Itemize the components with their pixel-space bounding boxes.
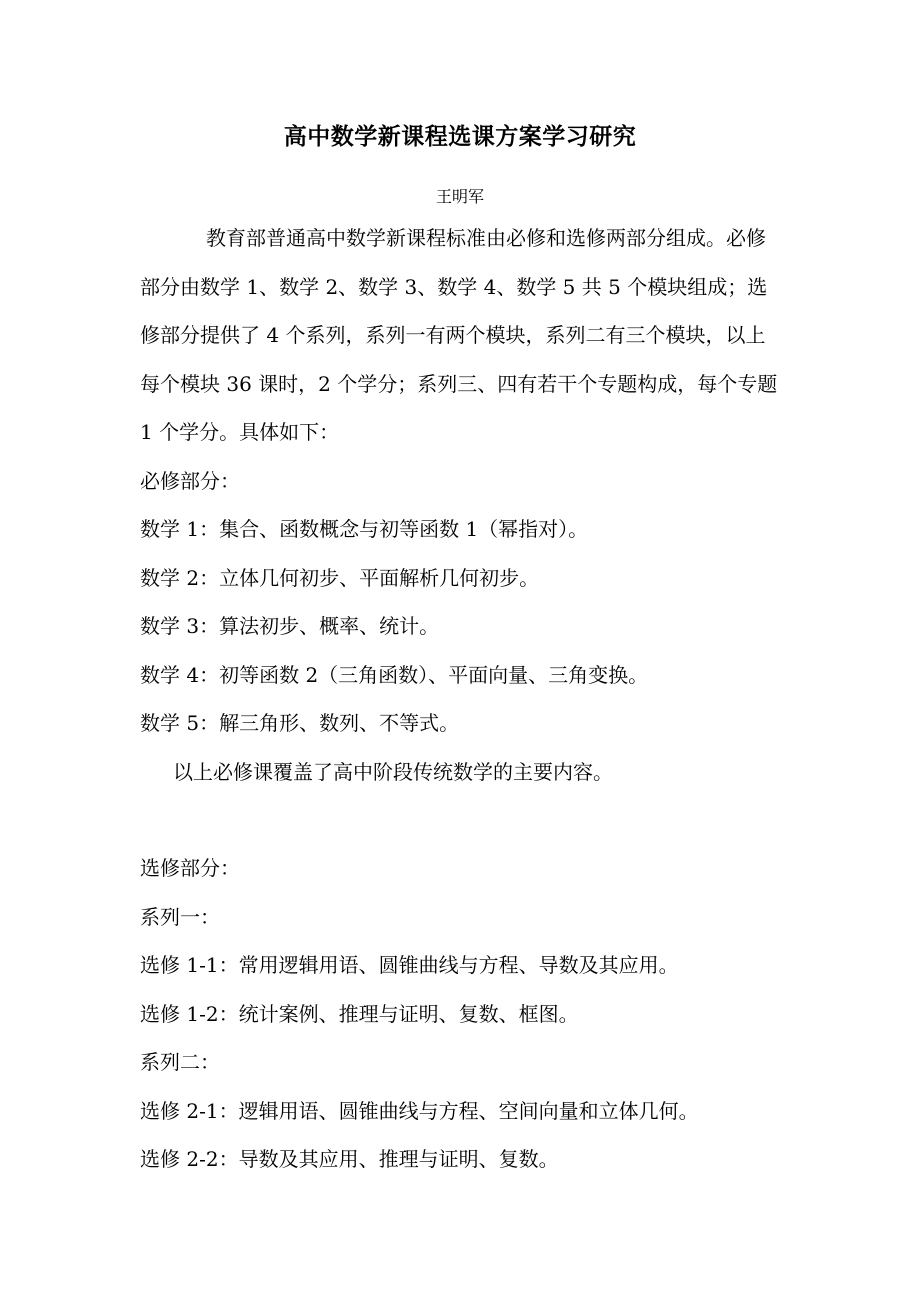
document-title: 高中数学新课程选课方案学习研究	[283, 123, 637, 150]
required-item: 数学 5：解三角形、数列、不等式。	[140, 711, 460, 735]
required-item: 数学 3：算法初步、概率、统计。	[140, 614, 440, 638]
required-heading: 必修部分：	[140, 468, 240, 493]
series2-heading: 系列二：	[140, 1050, 220, 1074]
required-item: 数学 4：初等函数 2（三角函数）、平面向量、三角变换。	[140, 662, 649, 687]
series1-heading: 系列一：	[140, 904, 220, 929]
paragraph-gap	[140, 796, 780, 844]
document-author: 王明军	[435, 187, 484, 206]
required-item: 数学 2：立体几何初步、平面解析几何初步。	[140, 565, 540, 590]
document-body	[140, 214, 780, 1184]
series2-item: 选修 2-1：逻辑用语、圆锥曲线与方程、空间向量和立体几何。	[140, 1098, 699, 1123]
elective-heading: 选修部分：	[140, 856, 240, 880]
required-item: 数学 1：集合、函数概念与初等函数 1（幂指对）。	[140, 517, 589, 541]
series2-item: 选修 2-2：导数及其应用、推理与证明、复数。	[140, 1147, 559, 1171]
series1-item: 选修 1-1：常用逻辑用语、圆锥曲线与方程、导数及其应用。	[140, 953, 679, 977]
required-summary: 以上必修课覆盖了高中阶段传统数学的主要内容。	[173, 759, 613, 784]
intro-paragraph: 教育部普通高中数学新课程标准由必修和选修两部分组成。必修部分由数学 1、数学 2、数学 3、数学 4、数学 5 共 5 个模块组成；选修部分提供了 4 个系列，系列一有两个模块，系列二有三个模块，以上每个模块 36 课时，2 个学分；系列三、四有若干个专题构成，每个专题 1 个学分。具体如下：	[140, 226, 778, 444]
series1-item: 选修 1-2：统计案例、推理与证明、复数、框图。	[140, 1001, 579, 1026]
